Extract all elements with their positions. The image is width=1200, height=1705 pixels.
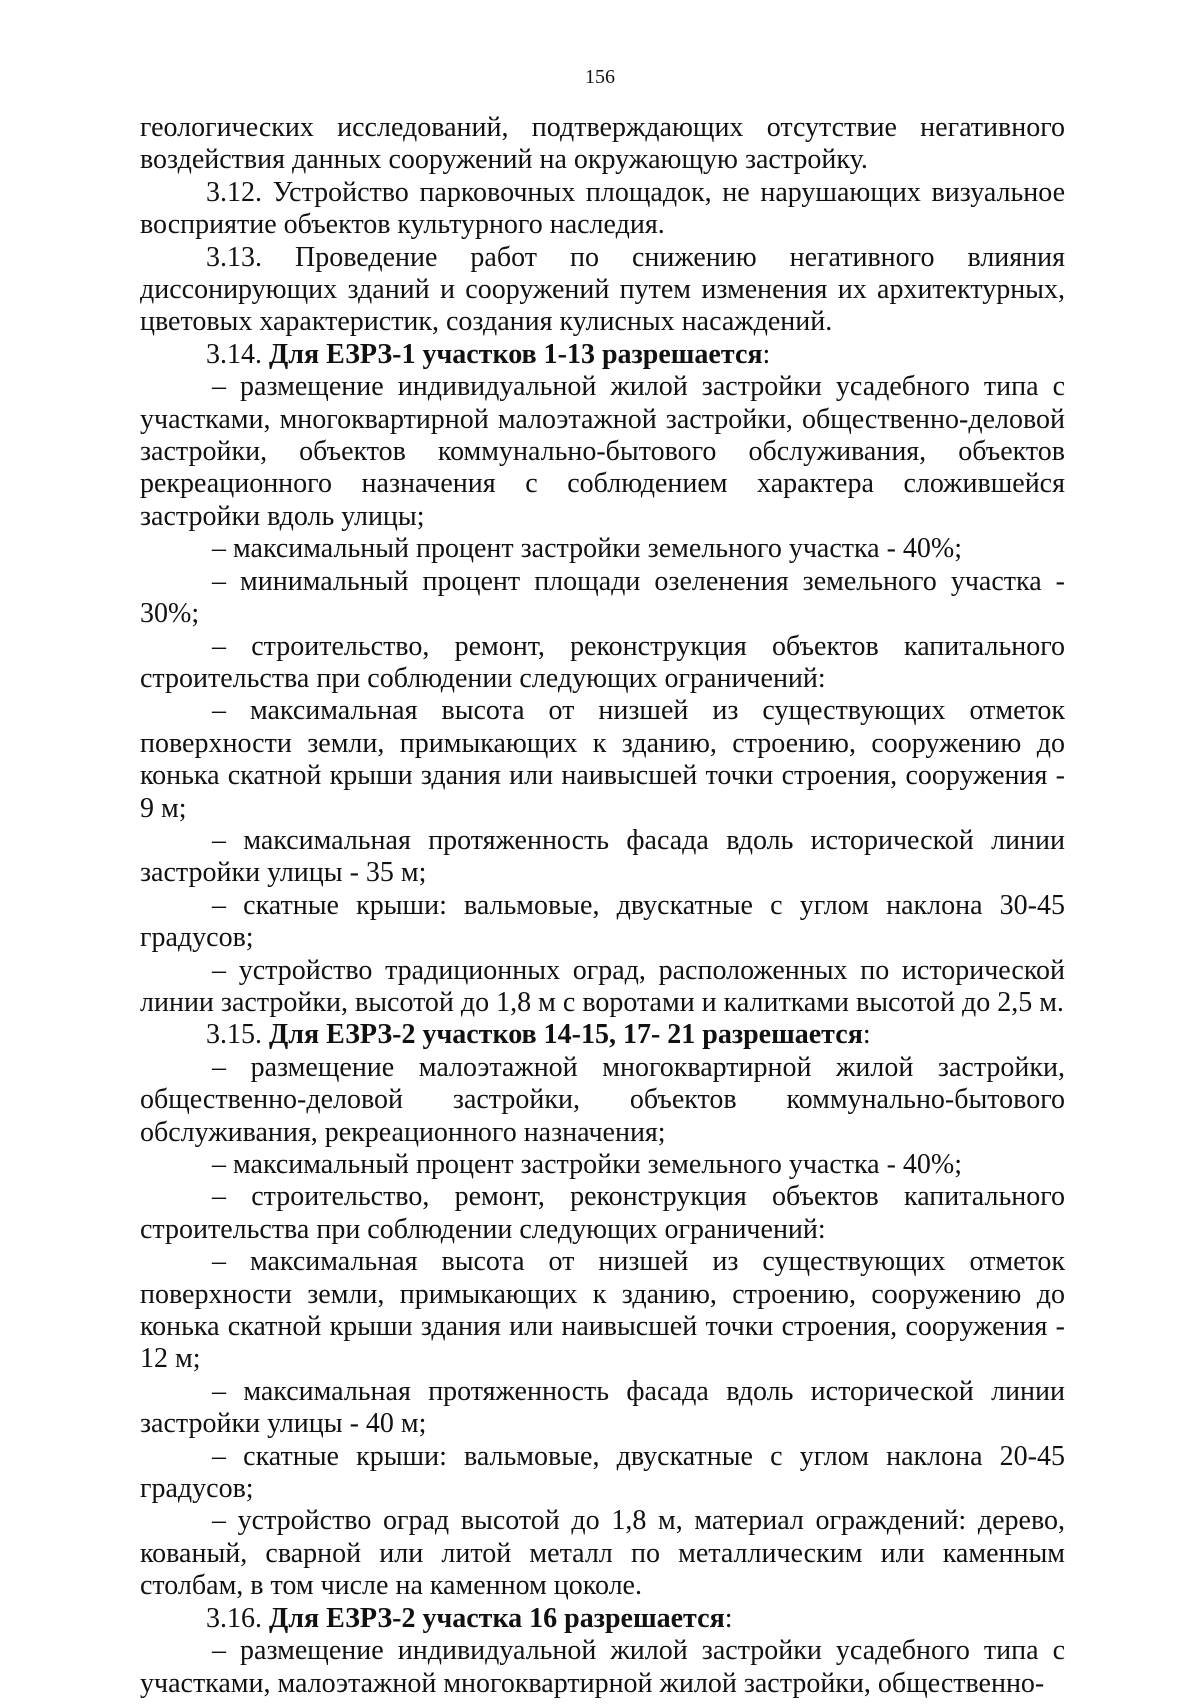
- section-heading: [140, 1603, 1065, 1635]
- list-item: – максимальная высота от низшей из существующих отметок поверхности земли, примыкающих к зданию, строению, сооружению до конька скатной крыши здания или наивысшей точки строения, сооружения - 12 м;: [140, 1246, 1065, 1375]
- document-body: [140, 112, 1065, 1700]
- section-colon: :: [762, 338, 771, 370]
- section-colon: :: [724, 1602, 733, 1634]
- section-number: 3.16.: [206, 1602, 269, 1634]
- list-item: – скатные крыши: вальмовые, двускатные с углом наклона 30-45 градусов;: [140, 889, 1065, 954]
- paragraph: 3.13. Проведение работ по снижению негативного влияния диссонирующих зданий и сооружений путем изменения их архитектурных, цветовых характеристик, создания кулисных насаждений.: [140, 241, 1065, 338]
- list-item: – скатные крыши: вальмовые, двускатные с углом наклона 20-45 градусов;: [140, 1440, 1065, 1505]
- list-item: – размещение индивидуальной жилой застройки усадебного типа с участками, малоэтажной многоквартирной жилой застройки, общественно-: [140, 1635, 1065, 1699]
- section-number: 3.15.: [206, 1019, 269, 1051]
- section-colon: :: [862, 1019, 871, 1051]
- list-item: – максимальная протяженность фасада вдоль исторической линии застройки улицы - 40 м;: [140, 1375, 1065, 1440]
- list-item: – строительство, ремонт, реконструкция объектов капитального строительства при соблюдении следующих ограничений:: [140, 1181, 1065, 1245]
- list-item: – устройство оград высотой до 1,8 м, материал ограждений: дерево, кованый, сварной или литой металл по металлическим или каменным столбам, в том числе на каменном цоколе.: [140, 1505, 1065, 1602]
- list-item: – размещение малоэтажной многоквартирной жилой застройки, общественно-деловой застройки, объектов коммунально-бытового обслуживания, рекреационного назначения;: [140, 1051, 1065, 1148]
- list-item: – максимальный процент застройки земельного участка - 40%;: [212, 533, 963, 565]
- paragraph: 3.12. Устройство парковочных площадок, не нарушающих визуальное восприятие объектов культурного наследия.: [140, 176, 1065, 241]
- list-item: – максимальная протяженность фасада вдоль исторической линии застройки улицы - 35 м;: [140, 824, 1065, 889]
- section-heading: [140, 339, 1065, 371]
- list-item: – размещение индивидуальной жилой застройки усадебного типа с участками, многоквартирной малоэтажной застройки, общественно-деловой застройки, объектов коммунально-бытового обслуживания, объектов рекреационного назначения с соблюдением характера сложившейся застройки вдоль улицы;: [140, 371, 1065, 532]
- paragraph: геологических исследований, подтверждающих отсутствие негативного воздействия данных сооружений на окружающую застройку.: [140, 112, 1065, 176]
- section-title: Для ЕЗРЗ-1 участков 1-13 разрешается: [269, 338, 763, 370]
- list-item: – устройство традиционных оград, расположенных по исторической линии застройки, высотой до 1,8 м с воротами и калитками высотой до 2,5 м.: [140, 954, 1065, 1018]
- list-item: – минимальный процент площади озеленения земельного участка - 30%;: [140, 565, 1065, 630]
- list-item: – максимальный процент застройки земельного участка - 40%;: [212, 1149, 963, 1180]
- section-number: 3.14.: [206, 338, 269, 370]
- page-number: 156: [585, 66, 615, 88]
- section-title: Для ЕЗРЗ-2 участков 14-15, 17- 21 разрешается: [269, 1019, 863, 1051]
- list-item: – строительство, ремонт, реконструкция объектов капитального строительства при соблюдении следующих ограничений:: [140, 630, 1065, 694]
- section-title: Для ЕЗРЗ-2 участка 16 разрешается: [269, 1602, 725, 1634]
- section-heading: [140, 1019, 1065, 1051]
- list-item: – максимальная высота от низшей из существующих отметок поверхности земли, примыкающих к зданию, строению, сооружению до конька скатной крыши здания или наивысшей точки строения, сооружения - 9 м;: [140, 695, 1065, 824]
